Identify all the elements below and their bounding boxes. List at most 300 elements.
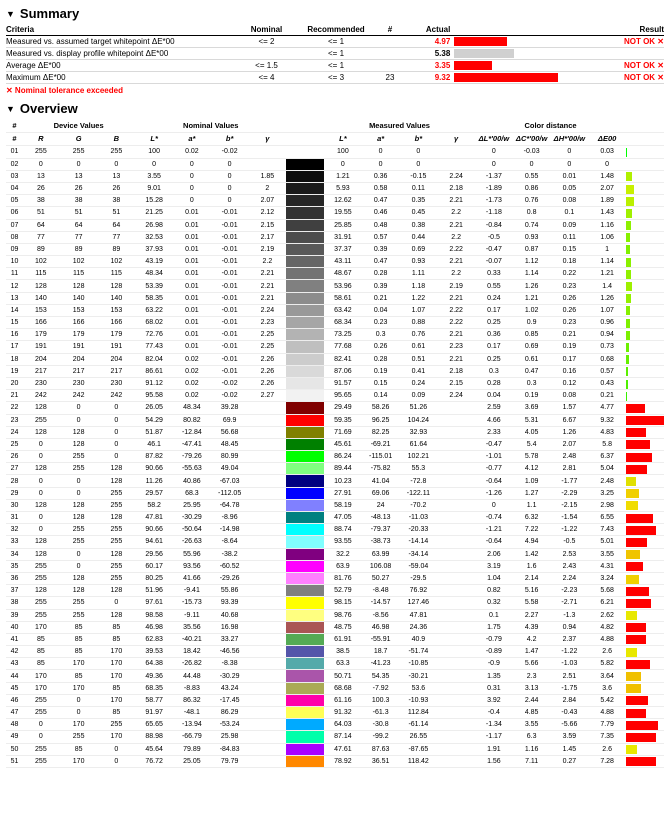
overview-cell-b: 0 xyxy=(98,451,136,463)
overview-cell-measured-L: 47.61 xyxy=(324,743,362,755)
color-swatch xyxy=(286,561,324,572)
overview-cell-nominal-gamma xyxy=(249,694,287,706)
overview-cell-g: 230 xyxy=(60,377,98,389)
delta-e-bar xyxy=(626,526,656,535)
overview-cell-nominal-gamma xyxy=(249,670,287,682)
overview-cell-swatch xyxy=(286,268,324,280)
overview-row xyxy=(6,231,664,243)
overview-cell-measured-b: 0.35 xyxy=(400,195,438,207)
summary-count xyxy=(373,48,406,60)
overview-cell-delta-H: 0.26 xyxy=(551,292,589,304)
overview-cell-b: 128 xyxy=(98,280,136,292)
overview-cell-g: 128 xyxy=(60,426,98,438)
delta-e-bar xyxy=(626,306,630,315)
overview-cell-nominal-L: 91.97 xyxy=(135,707,173,719)
overview-cell-bar xyxy=(626,304,664,316)
delta-e-bar xyxy=(626,465,647,474)
overview-cell-delta-E: 7.35 xyxy=(588,731,626,743)
overview-cell-measured-a: 0.36 xyxy=(362,170,400,182)
overview-cell-bar xyxy=(626,694,664,706)
overview-row xyxy=(6,390,664,402)
overview-cell-b: 85 xyxy=(98,707,136,719)
delta-e-bar xyxy=(626,501,638,510)
overview-cell-index: 47 xyxy=(6,707,22,719)
color-swatch xyxy=(286,329,324,340)
overview-col-nominal-b: b* xyxy=(211,133,249,146)
overview-cell-nominal-L: 60.17 xyxy=(135,560,173,572)
overview-cell-delta-C: 2.44 xyxy=(513,694,551,706)
overview-cell-g: 170 xyxy=(60,658,98,670)
overview-cell-nominal-b: -84.83 xyxy=(211,743,249,755)
overview-cell-nominal-b: -0.01 xyxy=(211,280,249,292)
overview-cell-delta-L: 0.28 xyxy=(475,377,513,389)
color-swatch xyxy=(286,646,324,657)
overview-cell-r: 128 xyxy=(22,585,60,597)
overview-cell-measured-b: 104.24 xyxy=(400,414,438,426)
overview-cell-measured-L: 87.14 xyxy=(324,731,362,743)
overview-cell-measured-a: -75.82 xyxy=(362,463,400,475)
overview-column-header-row xyxy=(6,133,664,146)
color-swatch xyxy=(286,146,324,157)
overview-cell-delta-C: 1.42 xyxy=(513,548,551,560)
overview-cell-index: 14 xyxy=(6,304,22,316)
overview-cell-nominal-b: -0.01 xyxy=(211,353,249,365)
overview-cell-measured-gamma xyxy=(437,707,475,719)
overview-cell-bar xyxy=(626,560,664,572)
overview-cell-delta-H: 0.27 xyxy=(551,755,589,767)
overview-cell-swatch xyxy=(286,377,324,389)
overview-cell-measured-a: -48.13 xyxy=(362,512,400,524)
overview-cell-nominal-a: -26.82 xyxy=(173,658,211,670)
overview-cell-swatch xyxy=(286,146,324,158)
delta-e-bar xyxy=(626,428,646,437)
summary-nominal xyxy=(234,48,298,60)
overview-cell-bar xyxy=(626,292,664,304)
overview-cell-b: 0 xyxy=(98,755,136,767)
overview-cell-measured-L: 64.03 xyxy=(324,719,362,731)
overview-cell-delta-H: 0.08 xyxy=(551,195,589,207)
overview-cell-measured-a: 36.51 xyxy=(362,755,400,767)
overview-cell-bar xyxy=(626,499,664,511)
delta-e-bar xyxy=(626,660,650,669)
overview-cell-nominal-a: -47.41 xyxy=(173,438,211,450)
overview-cell-delta-C: 1.14 xyxy=(513,268,551,280)
overview-cell-nominal-b: -0.02 xyxy=(211,390,249,402)
overview-collapse-triangle-icon[interactable]: ▼ xyxy=(6,103,15,114)
overview-cell-nominal-b: -0.01 xyxy=(211,365,249,377)
delta-e-bar xyxy=(626,294,631,303)
overview-col-measured-gamma: γ xyxy=(437,133,475,146)
overview-cell-measured-gamma: 2.18 xyxy=(437,365,475,377)
overview-cell-delta-C: 0.86 xyxy=(513,182,551,194)
overview-cell-nominal-b: -0.01 xyxy=(211,304,249,316)
overview-cell-bar xyxy=(626,487,664,499)
overview-cell-nominal-a: 48.34 xyxy=(173,402,211,414)
overview-cell-b: 170 xyxy=(98,646,136,658)
overview-cell-nominal-a: 0 xyxy=(173,195,211,207)
overview-cell-delta-E: 3.24 xyxy=(588,572,626,584)
overview-cell-bar xyxy=(626,585,664,597)
overview-cell-nominal-L: 3.55 xyxy=(135,170,173,182)
overview-cell-nominal-L: 90.66 xyxy=(135,463,173,475)
overview-cell-nominal-gamma xyxy=(249,475,287,487)
overview-row xyxy=(6,438,664,450)
overview-cell-delta-C: 0.74 xyxy=(513,219,551,231)
overview-cell-nominal-gamma: 2.26 xyxy=(249,365,287,377)
overview-cell-index: 29 xyxy=(6,487,22,499)
overview-cell-b: 0 xyxy=(98,414,136,426)
overview-cell-measured-L: 68.34 xyxy=(324,317,362,329)
color-swatch xyxy=(286,463,324,474)
overview-cell-r: 166 xyxy=(22,317,60,329)
overview-cell-nominal-b: -0.01 xyxy=(211,243,249,255)
overview-cell-g: 0 xyxy=(60,158,98,170)
overview-cell-index: 33 xyxy=(6,536,22,548)
color-swatch xyxy=(286,744,324,755)
overview-cell-swatch xyxy=(286,365,324,377)
overview-cell-nominal-gamma xyxy=(249,414,287,426)
overview-cell-index: 51 xyxy=(6,755,22,767)
overview-cell-delta-E: 9.32 xyxy=(588,414,626,426)
overview-cell-index: 03 xyxy=(6,170,22,182)
overview-cell-delta-L: 0.1 xyxy=(475,609,513,621)
overview-cell-measured-gamma xyxy=(437,572,475,584)
overview-cell-nominal-gamma xyxy=(249,158,287,170)
overview-cell-r: 0 xyxy=(22,524,60,536)
overview-cell-nominal-b: -46.56 xyxy=(211,646,249,658)
overview-cell-measured-b: 0.69 xyxy=(400,243,438,255)
overview-cell-nominal-L: 29.57 xyxy=(135,487,173,499)
overview-cell-nominal-L: 53.39 xyxy=(135,280,173,292)
overview-cell-delta-H: 2.37 xyxy=(551,633,589,645)
delta-e-bar xyxy=(626,209,632,218)
overview-row xyxy=(6,524,664,536)
overview-cell-measured-gamma xyxy=(437,414,475,426)
overview-cell-nominal-b: 93.39 xyxy=(211,597,249,609)
overview-cell-delta-C: 6.32 xyxy=(513,512,551,524)
overview-cell-nominal-a: 0.02 xyxy=(173,390,211,402)
color-swatch xyxy=(286,293,324,304)
color-swatch xyxy=(286,183,324,194)
color-swatch xyxy=(286,232,324,243)
overview-cell-measured-b: 32.93 xyxy=(400,426,438,438)
overview-cell-b: 38 xyxy=(98,195,136,207)
overview-cell-nominal-a: 0 xyxy=(173,182,211,194)
overview-row xyxy=(6,755,664,767)
overview-row xyxy=(6,195,664,207)
overview-cell-nominal-gamma: 2.27 xyxy=(249,390,287,402)
overview-cell-bar xyxy=(626,438,664,450)
overview-cell-index: 25 xyxy=(6,438,22,450)
summary-row xyxy=(6,72,664,84)
delta-e-bar xyxy=(626,733,656,742)
overview-cell-nominal-a: 0.02 xyxy=(173,146,211,158)
overview-cell-nominal-gamma xyxy=(249,755,287,767)
overview-cell-b: 0 xyxy=(98,426,136,438)
delta-e-bar xyxy=(626,197,634,206)
overview-cell-nominal-b: 49.04 xyxy=(211,463,249,475)
color-swatch xyxy=(286,500,324,511)
overview-cell-measured-gamma xyxy=(437,621,475,633)
overview-cell-r: 0 xyxy=(22,158,60,170)
overview-cell-delta-C: 4.39 xyxy=(513,621,551,633)
overview-cell-swatch xyxy=(286,158,324,170)
summary-header-result: Result xyxy=(579,25,664,36)
overview-cell-delta-E: 7.43 xyxy=(588,524,626,536)
overview-cell-delta-C: 1.16 xyxy=(513,743,551,755)
overview-cell-measured-gamma xyxy=(437,658,475,670)
color-swatch xyxy=(286,195,324,206)
summary-header-row xyxy=(6,25,664,36)
overview-cell-swatch xyxy=(286,719,324,731)
overview-section-title[interactable] xyxy=(6,101,664,116)
overview-col-b: B xyxy=(98,133,136,146)
overview-row xyxy=(6,743,664,755)
overview-cell-measured-gamma xyxy=(437,682,475,694)
overview-cell-nominal-b: -29.26 xyxy=(211,572,249,584)
summary-nominal: <= 4 xyxy=(234,72,298,84)
overview-cell-nominal-gamma: 2.15 xyxy=(249,219,287,231)
overview-cell-g: 85 xyxy=(60,670,98,682)
summary-recommended: <= 1 xyxy=(299,48,374,60)
overview-group-index: # xyxy=(6,120,22,133)
summary-criteria: Average ΔE*00 xyxy=(6,60,234,72)
overview-cell-measured-b: -0.15 xyxy=(400,170,438,182)
overview-cell-b: 13 xyxy=(98,170,136,182)
overview-cell-measured-gamma: 2.21 xyxy=(437,292,475,304)
overview-cell-swatch xyxy=(286,731,324,743)
overview-cell-delta-H: 0.08 xyxy=(551,390,589,402)
overview-cell-nominal-gamma xyxy=(249,499,287,511)
overview-cell-measured-gamma xyxy=(437,487,475,499)
overview-cell-swatch xyxy=(286,658,324,670)
overview-col-index: # xyxy=(6,133,22,146)
overview-cell-delta-L: 0.25 xyxy=(475,317,513,329)
overview-row xyxy=(6,512,664,524)
overview-cell-r: 0 xyxy=(22,475,60,487)
color-swatch xyxy=(286,524,324,535)
overview-cell-nominal-L: 65.65 xyxy=(135,719,173,731)
overview-cell-nominal-L: 51.96 xyxy=(135,585,173,597)
overview-cell-delta-L: -1.17 xyxy=(475,731,513,743)
overview-row xyxy=(6,304,664,316)
overview-cell-delta-H: -5.66 xyxy=(551,719,589,731)
overview-cell-nominal-b: 56.68 xyxy=(211,426,249,438)
overview-cell-nominal-b: -0.01 xyxy=(211,317,249,329)
color-swatch xyxy=(286,451,324,462)
color-swatch xyxy=(286,354,324,365)
overview-cell-nominal-L: 80.25 xyxy=(135,572,173,584)
overview-group-color-distance: Color distance xyxy=(475,120,626,133)
overview-cell-measured-b: -11.03 xyxy=(400,512,438,524)
delta-e-bar xyxy=(626,745,637,754)
color-swatch xyxy=(286,439,324,450)
overview-cell-nominal-gamma: 2.26 xyxy=(249,353,287,365)
overview-cell-g: 13 xyxy=(60,170,98,182)
overview-cell-nominal-a: 0.01 xyxy=(173,256,211,268)
overview-cell-nominal-b: 43.24 xyxy=(211,682,249,694)
overview-cell-nominal-L: 46.1 xyxy=(135,438,173,450)
overview-cell-nominal-gamma: 2.19 xyxy=(249,243,287,255)
overview-cell-measured-gamma: 2.18 xyxy=(437,182,475,194)
overview-cell-g: 255 xyxy=(60,146,98,158)
color-swatch xyxy=(286,220,324,231)
overview-cell-delta-E: 1.21 xyxy=(588,268,626,280)
overview-cell-delta-E: 5.01 xyxy=(588,536,626,548)
overview-row xyxy=(6,621,664,633)
overview-cell-g: 0 xyxy=(60,548,98,560)
overview-cell-measured-gamma xyxy=(437,524,475,536)
delta-e-bar xyxy=(626,245,630,254)
overview-cell-index: 31 xyxy=(6,512,22,524)
overview-cell-b: 51 xyxy=(98,207,136,219)
overview-cell-nominal-b: 25.98 xyxy=(211,731,249,743)
summary-header-criteria: Criteria xyxy=(6,25,234,36)
overview-cell-delta-H: 0.12 xyxy=(551,377,589,389)
overview-cell-measured-b: -29.5 xyxy=(400,572,438,584)
overview-cell-swatch xyxy=(286,512,324,524)
overview-cell-nominal-L: 94.61 xyxy=(135,536,173,548)
overview-cell-delta-C: 0.85 xyxy=(513,329,551,341)
overview-cell-r: 170 xyxy=(22,621,60,633)
overview-cell-delta-C: 1.02 xyxy=(513,304,551,316)
overview-cell-delta-C: 0.87 xyxy=(513,243,551,255)
overview-cell-nominal-L: 97.61 xyxy=(135,597,173,609)
overview-cell-bar xyxy=(626,743,664,755)
overview-cell-index: 40 xyxy=(6,621,22,633)
overview-cell-measured-L: 10.23 xyxy=(324,475,362,487)
overview-cell-r: 128 xyxy=(22,402,60,414)
overview-cell-nominal-L: 72.76 xyxy=(135,329,173,341)
overview-cell-bar xyxy=(626,353,664,365)
overview-cell-delta-C: 5.31 xyxy=(513,414,551,426)
overview-cell-nominal-gamma xyxy=(249,719,287,731)
overview-cell-swatch xyxy=(286,402,324,414)
overview-cell-delta-L: -0.9 xyxy=(475,658,513,670)
overview-cell-measured-a: 106.08 xyxy=(362,560,400,572)
overview-cell-nominal-a: 80.82 xyxy=(173,414,211,426)
overview-cell-measured-gamma xyxy=(437,719,475,731)
overview-cell-delta-E: 2.07 xyxy=(588,182,626,194)
overview-cell-nominal-b: -112.05 xyxy=(211,487,249,499)
overview-cell-measured-b: 0.45 xyxy=(400,207,438,219)
summary-title-label: Summary xyxy=(19,6,80,21)
overview-cell-nominal-L: 39.53 xyxy=(135,646,173,658)
overview-cell-g: 0 xyxy=(60,414,98,426)
overview-cell-measured-a: -8.48 xyxy=(362,585,400,597)
overview-cell-measured-gamma xyxy=(437,670,475,682)
overview-row xyxy=(6,646,664,658)
overview-col-g: G xyxy=(60,133,98,146)
overview-cell-g: 166 xyxy=(60,317,98,329)
overview-cell-r: 13 xyxy=(22,170,60,182)
summary-actual: 9.32 xyxy=(407,72,455,84)
overview-cell-delta-H: 0.23 xyxy=(551,317,589,329)
color-swatch xyxy=(286,244,324,255)
overview-cell-measured-b: -61.14 xyxy=(400,719,438,731)
overview-cell-measured-gamma xyxy=(437,158,475,170)
overview-cell-nominal-L: 26.05 xyxy=(135,402,173,414)
overview-cell-swatch xyxy=(286,646,324,658)
overview-cell-g: 128 xyxy=(60,438,98,450)
overview-cell-nominal-L: 51.87 xyxy=(135,426,173,438)
overview-cell-delta-H: 2.24 xyxy=(551,572,589,584)
summary-header-count: # xyxy=(373,25,406,36)
overview-cell-delta-E: 1.89 xyxy=(588,195,626,207)
overview-cell-measured-gamma: 2.22 xyxy=(437,243,475,255)
overview-cell-b: 85 xyxy=(98,621,136,633)
overview-cell-b: 102 xyxy=(98,256,136,268)
overview-cell-nominal-gamma xyxy=(249,707,287,719)
overview-cell-b: 191 xyxy=(98,341,136,353)
overview-cell-delta-H: -1.54 xyxy=(551,512,589,524)
overview-cell-delta-H: 1.57 xyxy=(551,402,589,414)
overview-cell-b: 255 xyxy=(98,560,136,572)
overview-cell-delta-H: -2.71 xyxy=(551,597,589,609)
overview-cell-g: 128 xyxy=(60,499,98,511)
overview-cell-swatch xyxy=(286,195,324,207)
overview-cell-measured-b: -20.33 xyxy=(400,524,438,536)
overview-cell-r: 85 xyxy=(22,633,60,645)
overview-cell-g: 38 xyxy=(60,195,98,207)
delta-e-bar xyxy=(626,587,649,596)
overview-cell-nominal-b: 0 xyxy=(211,170,249,182)
overview-cell-nominal-b: 79.79 xyxy=(211,755,249,767)
overview-cell-measured-L: 48.75 xyxy=(324,621,362,633)
overview-row xyxy=(6,377,664,389)
overview-cell-r: 64 xyxy=(22,219,60,231)
overview-cell-nominal-b: -60.52 xyxy=(211,560,249,572)
overview-cell-nominal-a: -8.83 xyxy=(173,682,211,694)
overview-cell-measured-L: 91.57 xyxy=(324,377,362,389)
overview-cell-measured-b: 51.26 xyxy=(400,402,438,414)
summary-collapse-triangle-icon[interactable]: ▼ xyxy=(6,8,15,19)
overview-cell-measured-a: 0.21 xyxy=(362,292,400,304)
overview-cell-measured-L: 98.76 xyxy=(324,609,362,621)
overview-cell-delta-L: 0.24 xyxy=(475,292,513,304)
overview-cell-r: 230 xyxy=(22,377,60,389)
overview-cell-measured-L: 59.35 xyxy=(324,414,362,426)
overview-cell-measured-L: 61.91 xyxy=(324,633,362,645)
overview-cell-index: 50 xyxy=(6,743,22,755)
overview-cell-measured-b: 24.36 xyxy=(400,621,438,633)
overview-cell-nominal-a: -9.41 xyxy=(173,585,211,597)
overview-cell-g: 51 xyxy=(60,207,98,219)
color-swatch xyxy=(286,341,324,352)
overview-cell-nominal-a: 0.01 xyxy=(173,329,211,341)
overview-cell-nominal-b: 48.45 xyxy=(211,438,249,450)
overview-cell-nominal-L: 11.26 xyxy=(135,475,173,487)
overview-cell-measured-b: 0.88 xyxy=(400,317,438,329)
summary-actual: 5.38 xyxy=(407,48,455,60)
overview-cell-index: 34 xyxy=(6,548,22,560)
overview-cell-delta-E: 0.57 xyxy=(588,365,626,377)
color-swatch xyxy=(286,402,324,413)
overview-cell-measured-a: 0.48 xyxy=(362,219,400,231)
summary-bar-cell xyxy=(454,72,579,84)
overview-cell-g: 26 xyxy=(60,182,98,194)
overview-col-bar xyxy=(626,133,664,146)
color-swatch xyxy=(286,415,324,426)
overview-cell-nominal-b: -14.98 xyxy=(211,524,249,536)
overview-cell-measured-gamma xyxy=(437,694,475,706)
overview-cell-measured-b: 112.84 xyxy=(400,707,438,719)
overview-cell-measured-a: 0.15 xyxy=(362,377,400,389)
overview-cell-g: 0 xyxy=(60,487,98,499)
summary-section-title[interactable] xyxy=(6,6,664,21)
overview-cell-b: 85 xyxy=(98,633,136,645)
overview-cell-nominal-gamma xyxy=(249,658,287,670)
